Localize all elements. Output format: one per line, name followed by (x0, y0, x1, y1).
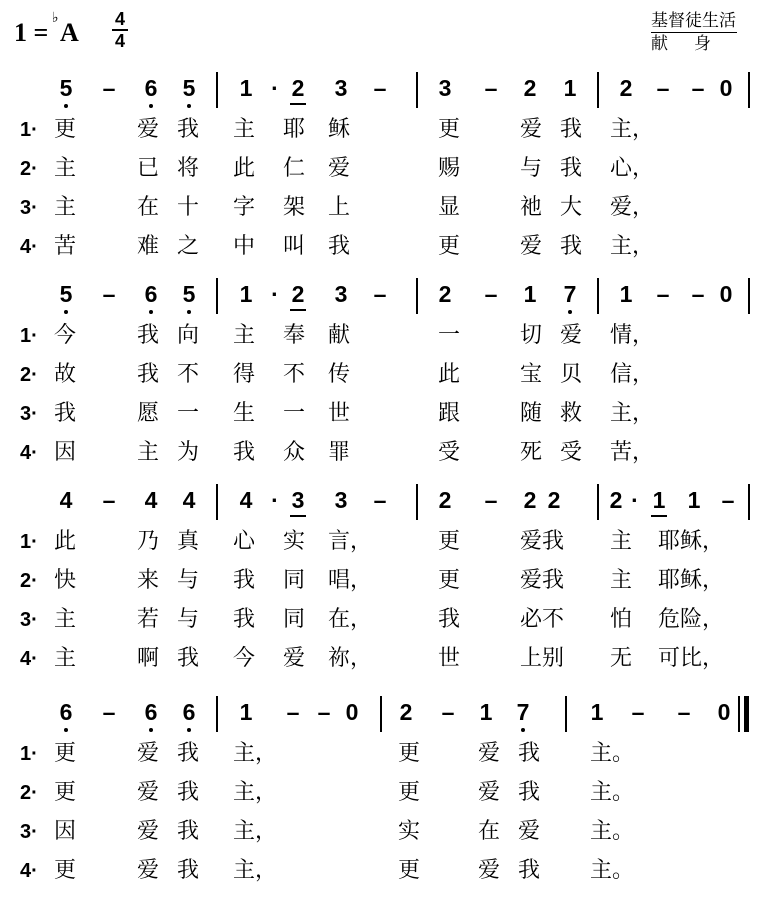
lyric-syllable: 切 (520, 323, 543, 348)
note: 1 (687, 487, 701, 513)
augmentation-dot: · (271, 487, 279, 513)
time-signature-bottom: 4 (114, 31, 125, 51)
notation-row (0, 488, 759, 528)
verse-number: 3· (20, 403, 38, 425)
lyric-line (0, 322, 759, 352)
lyric-syllable: 救 (560, 401, 583, 426)
lyric-syllable: 啊 (137, 646, 160, 671)
lyric-syllable: 更 (54, 780, 77, 805)
note: 3 (334, 487, 348, 513)
barline (565, 696, 567, 732)
lyric-syllable: 我 (177, 741, 200, 766)
lyric-syllable: 爱 (283, 646, 306, 671)
lyric-syllable: 耶稣， (658, 568, 725, 593)
lyric-syllable: 更 (438, 117, 461, 142)
lyric-line (0, 528, 759, 558)
lyric-line (0, 155, 759, 185)
verse-number: 2· (20, 782, 38, 804)
note: 2 (291, 281, 305, 307)
verse-number: 4· (20, 442, 38, 464)
lyric-syllable: 主， (610, 117, 655, 142)
note: 1 (239, 699, 253, 725)
lyric-syllable: 爱 (328, 156, 351, 181)
lyric-syllable: 我 (328, 234, 351, 259)
augmentation-dot: · (271, 75, 279, 101)
lyric-syllable: 受 (560, 440, 583, 465)
lyric-line (0, 645, 759, 675)
lyric-syllable: 宝 (520, 362, 543, 387)
barline (416, 278, 418, 314)
lyric-syllable: 跟 (438, 401, 461, 426)
lyric-syllable: 主。 (590, 819, 635, 844)
note: 2 (547, 487, 561, 513)
lyric-syllable: 主 (54, 156, 77, 181)
sustain-dash: – (317, 699, 331, 725)
lyric-syllable: 我 (137, 323, 160, 348)
lyric-syllable: 爱 (520, 234, 543, 259)
lyric-syllable: 心， (610, 156, 655, 181)
lyric-syllable: 言， (328, 529, 373, 554)
lyric-syllable: 主， (610, 401, 655, 426)
lyric-syllable: 传 (328, 362, 351, 387)
sustain-dash: – (656, 281, 670, 307)
lyric-syllable: 主 (137, 440, 160, 465)
lyric-syllable: 稣 (328, 117, 351, 142)
lyric-line (0, 116, 759, 146)
lyric-syllable: 赐 (438, 156, 461, 181)
lyric-syllable: 生 (233, 401, 256, 426)
sustain-dash: – (484, 487, 498, 513)
lyric-syllable: 今 (233, 646, 256, 671)
lyric-syllable: 主， (610, 234, 655, 259)
lyric-syllable: 今 (54, 323, 77, 348)
note: 5 (59, 281, 73, 307)
lyric-syllable: 大 (560, 195, 583, 220)
lyric-syllable: 主， (233, 858, 278, 883)
barline (380, 696, 382, 732)
lyric-line (0, 567, 759, 597)
note: 0 (719, 281, 733, 307)
lyric-syllable: 主 (610, 568, 633, 593)
lyric-syllable: 真 (177, 529, 200, 554)
note: 0 (717, 699, 731, 725)
augmentation-dot: · (271, 281, 279, 307)
verse-number: 2· (20, 158, 38, 180)
lyric-syllable: 十 (177, 195, 200, 220)
barline (748, 484, 750, 520)
verse-number: 1· (20, 119, 38, 141)
lyric-syllable: 爱我 (520, 529, 565, 554)
lyric-syllable: 主 (54, 646, 77, 671)
lyric-syllable: 爱 (560, 323, 583, 348)
notation-row (0, 282, 759, 322)
lyric-syllable: 故 (54, 362, 77, 387)
lyric-syllable: 我 (518, 780, 541, 805)
note: 4 (239, 487, 253, 513)
lyric-syllable: 主， (233, 741, 278, 766)
note: 2 (438, 487, 452, 513)
lyric-syllable: 将 (177, 156, 200, 181)
note: 2 (291, 75, 305, 101)
lyric-syllable: 罪 (328, 440, 351, 465)
lyric-syllable: 爱 (518, 819, 541, 844)
verse-number: 2· (20, 364, 38, 386)
lyric-syllable: 与 (177, 607, 200, 632)
lyric-line (0, 194, 759, 224)
barline (748, 72, 750, 108)
lyric-syllable: 爱我 (520, 568, 565, 593)
lyric-syllable: 祂 (520, 195, 543, 220)
sustain-dash: – (656, 75, 670, 101)
sustain-dash: – (484, 281, 498, 307)
barline (748, 278, 750, 314)
note: 6 (144, 75, 158, 101)
lyric-syllable: 主 (233, 117, 256, 142)
lyric-syllable: 不 (177, 362, 200, 387)
sustain-dash: – (691, 281, 705, 307)
lyric-syllable: 我 (177, 780, 200, 805)
verse-number: 3· (20, 197, 38, 219)
lyric-syllable: 情， (610, 323, 655, 348)
lyric-syllable: 我 (233, 568, 256, 593)
sustain-dash: – (484, 75, 498, 101)
note: 3 (438, 75, 452, 101)
lyric-syllable: 为 (177, 440, 200, 465)
lyric-syllable: 我 (518, 858, 541, 883)
barline (216, 484, 218, 520)
sustain-dash: – (373, 75, 387, 101)
lyric-syllable: 此 (438, 362, 461, 387)
lyric-line (0, 400, 759, 430)
lyric-syllable: 可比， (658, 646, 725, 671)
lyric-syllable: 爱 (478, 780, 501, 805)
note: 1 (523, 281, 537, 307)
sustain-dash: – (286, 699, 300, 725)
lyric-syllable: 无 (610, 646, 633, 671)
lyric-syllable: 爱 (137, 819, 160, 844)
lyric-syllable: 主， (233, 819, 278, 844)
lyric-syllable: 之 (177, 234, 200, 259)
lyric-syllable: 我 (233, 607, 256, 632)
lyric-syllable: 苦， (610, 440, 655, 465)
verse-number: 1· (20, 325, 38, 347)
note: 1 (652, 487, 666, 513)
barline (416, 484, 418, 520)
note: 1 (239, 281, 253, 307)
note: 7 (563, 281, 577, 307)
lyric-syllable: 一 (177, 401, 200, 426)
lyric-line (0, 361, 759, 391)
lyric-syllable: 主。 (590, 741, 635, 766)
notation-row (0, 700, 759, 740)
lyric-syllable: 随 (520, 401, 543, 426)
note: 5 (59, 75, 73, 101)
lyric-syllable: 主 (54, 195, 77, 220)
note: 5 (182, 75, 196, 101)
lyric-syllable: 我 (560, 156, 583, 181)
sustain-dash: – (102, 75, 116, 101)
sustain-dash: – (677, 699, 691, 725)
note: 4 (144, 487, 158, 513)
barline (216, 696, 218, 732)
lyric-line (0, 857, 759, 887)
lyric-syllable: 仁 (283, 156, 306, 181)
lyric-syllable: 叫 (283, 234, 306, 259)
lyric-syllable: 更 (398, 780, 421, 805)
lyric-syllable: 在 (478, 819, 501, 844)
lyric-syllable: 更 (54, 858, 77, 883)
note: 2 (523, 487, 537, 513)
lyric-syllable: 我 (560, 234, 583, 259)
augmentation-dot: · (631, 487, 639, 513)
note: 7 (516, 699, 530, 725)
barline (416, 72, 418, 108)
note: 2 (619, 75, 633, 101)
lyric-syllable: 与 (520, 156, 543, 181)
lyric-syllable: 更 (398, 858, 421, 883)
note: 1 (563, 75, 577, 101)
lyric-syllable: 爱 (137, 741, 160, 766)
lyric-syllable: 一 (438, 323, 461, 348)
lyric-syllable: 我 (438, 607, 461, 632)
lyric-syllable: 贝 (560, 362, 583, 387)
verse-number: 3· (20, 821, 38, 843)
lyric-syllable: 更 (438, 529, 461, 554)
final-barline-thick (744, 696, 749, 732)
time-signature (112, 10, 128, 50)
lyric-syllable: 得 (233, 362, 256, 387)
lyric-syllable: 我 (233, 440, 256, 465)
barline (216, 278, 218, 314)
note: 0 (345, 699, 359, 725)
lyric-syllable: 祢， (328, 646, 373, 671)
lyric-syllable: 心 (233, 529, 256, 554)
lyric-syllable: 主， (233, 780, 278, 805)
credit-dedication: 献身 (651, 34, 737, 54)
lyric-line (0, 740, 759, 770)
lyric-syllable: 更 (438, 568, 461, 593)
lyric-syllable: 主 (54, 607, 77, 632)
lyric-line (0, 606, 759, 636)
lyric-syllable: 字 (233, 195, 256, 220)
lyric-line (0, 233, 759, 263)
lyric-syllable: 若 (137, 607, 160, 632)
lyric-syllable: 我 (560, 117, 583, 142)
note: 2 (609, 487, 623, 513)
note: 2 (438, 281, 452, 307)
lyric-syllable: 苦 (54, 234, 77, 259)
lyric-syllable: 快 (54, 568, 77, 593)
lyric-syllable: 危险， (658, 607, 725, 632)
verse-number: 4· (20, 236, 38, 258)
sustain-dash: – (373, 281, 387, 307)
lyric-syllable: 世 (328, 401, 351, 426)
note: 4 (182, 487, 196, 513)
note: 6 (144, 699, 158, 725)
lyric-syllable: 主 (233, 323, 256, 348)
lyric-syllable: 一 (283, 401, 306, 426)
verse-number: 2· (20, 570, 38, 592)
sustain-dash: – (721, 487, 735, 513)
lyric-syllable: 不 (283, 362, 306, 387)
note: 2 (399, 699, 413, 725)
lyric-syllable: 难 (137, 234, 160, 259)
lyric-syllable: 中 (233, 234, 256, 259)
lyric-syllable: 耶稣， (658, 529, 725, 554)
lyric-syllable: 上 (328, 195, 351, 220)
note: 3 (334, 281, 348, 307)
lyric-syllable: 爱 (520, 117, 543, 142)
note: 1 (239, 75, 253, 101)
note: 1 (479, 699, 493, 725)
final-barline-thin (738, 696, 740, 732)
barline (216, 72, 218, 108)
note: 6 (59, 699, 73, 725)
lyric-syllable: 献 (328, 323, 351, 348)
credit (651, 10, 737, 55)
lyric-line (0, 779, 759, 809)
lyric-syllable: 我 (137, 362, 160, 387)
lyric-syllable: 主。 (590, 858, 635, 883)
verse-number: 3· (20, 609, 38, 631)
lyric-syllable: 更 (54, 117, 77, 142)
sustain-dash: – (373, 487, 387, 513)
verse-number: 1· (20, 531, 38, 553)
lyric-syllable: 同 (283, 607, 306, 632)
lyric-syllable: 与 (177, 568, 200, 593)
lyric-syllable: 爱 (137, 780, 160, 805)
note: 0 (719, 75, 733, 101)
sustain-dash: – (691, 75, 705, 101)
lyric-syllable: 怕 (610, 607, 633, 632)
lyric-syllable: 更 (54, 741, 77, 766)
lyric-syllable: 我 (177, 858, 200, 883)
lyric-syllable: 我 (177, 117, 200, 142)
sustain-dash: – (631, 699, 645, 725)
lyric-line (0, 818, 759, 848)
note: 2 (523, 75, 537, 101)
verse-number: 4· (20, 860, 38, 882)
lyric-syllable: 在 (137, 195, 160, 220)
lyric-syllable: 乃 (137, 529, 160, 554)
lyric-syllable: 显 (438, 195, 461, 220)
lyric-syllable: 向 (177, 323, 200, 348)
lyric-syllable: 此 (54, 529, 77, 554)
lyric-syllable: 唱， (328, 568, 373, 593)
barline (597, 484, 599, 520)
lyric-syllable: 更 (398, 741, 421, 766)
barline (597, 72, 599, 108)
lyric-syllable: 奉 (283, 323, 306, 348)
lyric-syllable: 死 (520, 440, 543, 465)
lyric-syllable: 世 (438, 646, 461, 671)
note: 6 (182, 699, 196, 725)
lyric-syllable: 上别 (520, 646, 565, 671)
lyric-syllable: 我 (518, 741, 541, 766)
lyric-syllable: 已 (137, 156, 160, 181)
note: 4 (59, 487, 73, 513)
lyric-syllable: 主 (610, 529, 633, 554)
lyric-syllable: 在， (328, 607, 373, 632)
note: 6 (144, 281, 158, 307)
sustain-dash: – (102, 487, 116, 513)
lyric-line (0, 439, 759, 469)
barline (597, 278, 599, 314)
lyric-syllable: 架 (283, 195, 306, 220)
lyric-syllable: 耶 (283, 117, 306, 142)
lyric-syllable: 因 (54, 440, 77, 465)
lyric-syllable: 实 (283, 529, 306, 554)
key-signature-prefix: 1 = (14, 18, 49, 47)
lyric-syllable: 主。 (590, 780, 635, 805)
lyric-syllable: 更 (438, 234, 461, 259)
note: 1 (590, 699, 604, 725)
verse-number: 4· (20, 648, 38, 670)
sustain-dash: – (441, 699, 455, 725)
lyric-syllable: 受 (438, 440, 461, 465)
lyric-syllable: 信， (610, 362, 655, 387)
lyric-syllable: 来 (137, 568, 160, 593)
sustain-dash: – (102, 281, 116, 307)
note: 5 (182, 281, 196, 307)
lyric-syllable: 爱 (478, 741, 501, 766)
lyric-syllable: 爱， (610, 195, 655, 220)
lyric-syllable: 我 (177, 646, 200, 671)
lyric-syllable: 愿 (137, 401, 160, 426)
credit-source: 基督徒生活 (651, 11, 736, 31)
key-letter: A (60, 18, 79, 47)
lyric-syllable: 爱 (137, 858, 160, 883)
lyric-syllable: 我 (54, 401, 77, 426)
lyric-syllable: 此 (233, 156, 256, 181)
sustain-dash: – (102, 699, 116, 725)
lyric-syllable: 必不 (520, 607, 565, 632)
lyric-syllable: 爱 (137, 117, 160, 142)
lyric-syllable: 同 (283, 568, 306, 593)
verse-number: 1· (20, 743, 38, 765)
lyric-syllable: 因 (54, 819, 77, 844)
lyric-syllable: 爱 (478, 858, 501, 883)
lyric-syllable: 我 (177, 819, 200, 844)
flat-sign: ♭ (52, 10, 59, 26)
lyric-syllable: 实 (398, 819, 421, 844)
note: 3 (291, 487, 305, 513)
note: 1 (619, 281, 633, 307)
time-signature-top: 4 (114, 9, 125, 29)
notation-row (0, 76, 759, 116)
note: 3 (334, 75, 348, 101)
lyric-syllable: 众 (283, 440, 306, 465)
